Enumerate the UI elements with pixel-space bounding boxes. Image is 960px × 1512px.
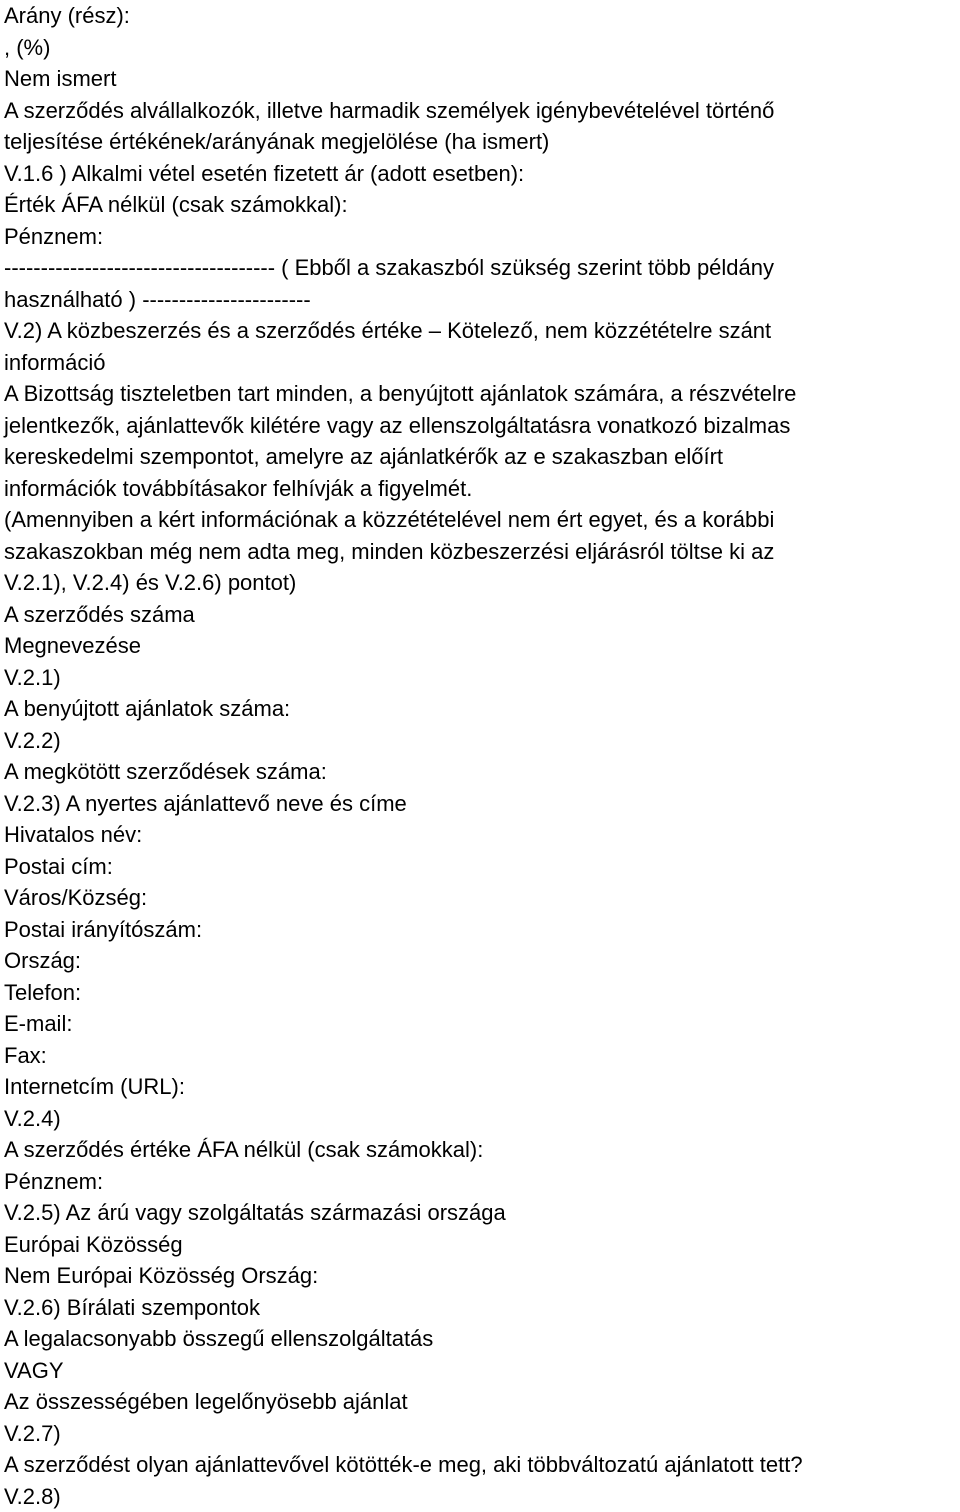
option-legalacsonyabb: A legalacsonyabb összegű ellenszolgáltatás bbox=[4, 1326, 434, 1351]
field-label-telefon: Telefon: bbox=[4, 979, 82, 1005]
section-heading-v-2-line-2: információ bbox=[4, 349, 106, 375]
text-alvallalkozok-line-2: teljesítése értékének/arányának megjelölése (ha ismert) bbox=[4, 129, 550, 154]
paragraph-bizottsag-line-4: információk továbbításakor felhívják a figyelmét. bbox=[4, 475, 473, 501]
section-heading-v-2-8: V.2.8) bbox=[4, 1483, 61, 1509]
option-nem-europai-kozosseg: Nem Európai Közösség Ország: bbox=[4, 1263, 319, 1288]
field-label-szerzodesek-szama: A megkötött szerződések száma: bbox=[4, 759, 327, 784]
field-label-penznem-2: Pénznem: bbox=[4, 1168, 104, 1194]
text-percent: , (%) bbox=[4, 34, 51, 60]
paragraph-bizottsag-line-1: A Bizottság tiszteletben tart minden, a benyújtott ajánlatok számára, a részvételre bbox=[4, 381, 797, 406]
section-heading-v-2-6: V.2.6) Bírálati szempontok bbox=[4, 1294, 260, 1320]
section-heading-v-2-4: V.2.4) bbox=[4, 1105, 61, 1131]
field-label-fax: Fax: bbox=[4, 1042, 47, 1068]
section-heading-v-2-2: V.2.2) bbox=[4, 727, 61, 753]
option-legelonyosebb: Az összességében legelőnyösebb ajánlat bbox=[4, 1389, 408, 1414]
section-heading-v-2-1: V.2.1) bbox=[4, 664, 61, 690]
section-heading-v-2-5: V.2.5) Az árú vagy szolgáltatás származási országa bbox=[4, 1200, 506, 1225]
paragraph-amennyiben-line-3: V.2.1), V.2.4) és V.2.6) pontot) bbox=[4, 570, 297, 595]
field-label-szerzodes-szama: A szerződés száma bbox=[4, 601, 195, 627]
paragraph-bizottsag-line-3: kereskedelmi szempontot, amelyre az ajánlatkérők az e szakaszban előírt bbox=[4, 444, 724, 469]
text-vagy: VAGY bbox=[4, 1357, 64, 1383]
section-heading-v-2-3: V.2.3) A nyertes ajánlattevő neve és címe bbox=[4, 790, 407, 816]
paragraph-amennyiben-line-1: (Amennyiben a kért információnak a közzétételével nem ért egyet, és a korábbi bbox=[4, 507, 775, 532]
section-heading-v-2-7: V.2.7) bbox=[4, 1420, 61, 1446]
question-tobbvaltozatu: A szerződést olyan ajánlattevővel kötötték-e meg, aki többváltozatú ajánlatott tett? bbox=[4, 1452, 803, 1477]
field-label-postai-cim: Postai cím: bbox=[4, 853, 113, 879]
field-label-szerzodes-erteke: A szerződés értéke ÁFA nélkül (csak számokkal): bbox=[4, 1137, 484, 1162]
field-label-ertek: Érték ÁFA nélkül (csak számokkal): bbox=[4, 192, 348, 217]
field-label-ajanlatok-szama: A benyújtott ajánlatok száma: bbox=[4, 696, 291, 721]
field-label-email: E-mail: bbox=[4, 1011, 73, 1036]
field-label-hivatalos-nev: Hivatalos név: bbox=[4, 822, 143, 847]
separator-note-line-1: ------------------------------------- ( Ebből a szakaszból szükség szerint több példány bbox=[4, 255, 775, 280]
paragraph-amennyiben-line-2: szakaszokban még nem adta meg, minden közbeszerzési eljárásról töltse ki az bbox=[4, 538, 775, 564]
field-label-orszag: Ország: bbox=[4, 948, 82, 973]
text-alvallalkozok-line-1: A szerződés alvállalkozók, illetve harmadik személyek igénybevételével történő bbox=[4, 97, 775, 123]
field-label-internetcim: Internetcím (URL): bbox=[4, 1074, 185, 1099]
paragraph-bizottsag-line-2: jelentkezők, ajánlattevők kilétére vagy az ellenszolgáltatásra vonatkozó bizalmas bbox=[4, 412, 791, 438]
text-arany-resz: Arány (rész): bbox=[4, 3, 130, 28]
section-heading-v-1-6: V.1.6 ) Alkalmi vétel esetén fizetett ár (adott esetben): bbox=[4, 160, 525, 186]
field-label-penznem: Pénznem: bbox=[4, 223, 104, 249]
section-heading-v-2-line-1: V.2) A közbeszerzés és a szerződés értéke – Kötelező, nem közzétételre szánt bbox=[4, 318, 772, 343]
field-label-iranyitoszam: Postai irányítószám: bbox=[4, 916, 203, 942]
option-europai-kozosseg: Európai Közösség bbox=[4, 1231, 183, 1257]
separator-note-line-2: használható ) ----------------------- bbox=[4, 286, 311, 312]
field-label-varos-kozseg: Város/Község: bbox=[4, 885, 148, 910]
field-label-megnevezese: Megnevezése bbox=[4, 633, 141, 658]
text-nem-ismert: Nem ismert bbox=[4, 66, 117, 91]
